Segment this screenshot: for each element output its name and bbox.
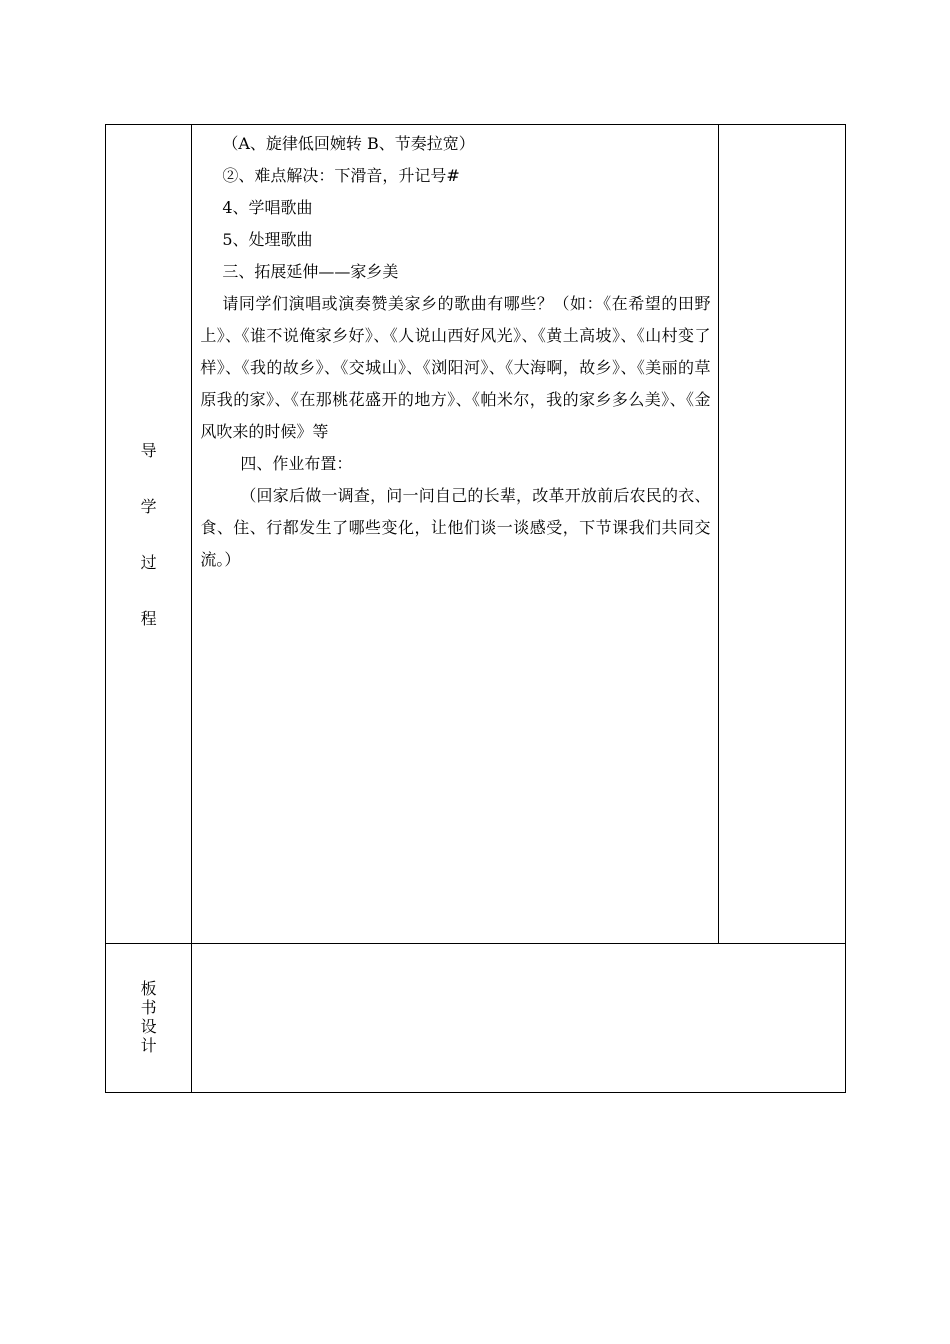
process-label-char: 学 [140,497,157,516]
board-content-cell [192,944,846,1093]
content-paragraph: （回家后做一调查，问一问自己的长辈，改革开放前后农民的衣、食、住、行都发生了哪些变化，让他们谈一谈感受，下节课我们共同交流。） [200,486,711,569]
board-label-char: 设 [140,1017,157,1036]
process-label-char: 过 [140,553,157,572]
process-label-char: 程 [140,609,157,628]
board-label-char: 计 [140,1036,157,1055]
content-line: 四、作业布置： [240,454,353,473]
process-label-char: 导 [140,441,157,460]
content-line: 4、学唱歌曲 [222,198,313,217]
process-row [106,125,846,944]
process-label-cell [106,125,192,944]
content-paragraph: 请同学们演唱或演奏赞美家乡的歌曲有哪些？（如：《在希望的田野上》、《谁不说俺家乡好》、《人说山西好风光》、《黄土高坡》、《山村变了样》、《我的故乡》、《交城山》、《浏阳河》、《大海啊，故乡》、《美丽的草原我的家》、《在那桃花盛开的地方》、《帕米尔，我的家乡多么美》、《金风吹来的时候》等 [200,294,711,441]
notes-cell [719,125,846,944]
lesson-plan-table [105,124,846,1093]
board-label-char: 书 [140,998,157,1017]
board-label [106,944,191,1127]
process-content [192,125,718,576]
board-label-char: 板 [140,979,157,998]
content-line: （A、旋律低回婉转 B、节奏拉宽） [222,134,475,153]
board-design-row [106,944,846,1093]
content-line: 5、处理歌曲 [222,230,313,249]
content-line: ②、难点解决：下滑音，升记号# [222,166,460,185]
process-content-cell [192,125,719,944]
content-line: 三、拓展延伸——家乡美 [222,262,399,281]
board-label-cell [106,944,192,1093]
